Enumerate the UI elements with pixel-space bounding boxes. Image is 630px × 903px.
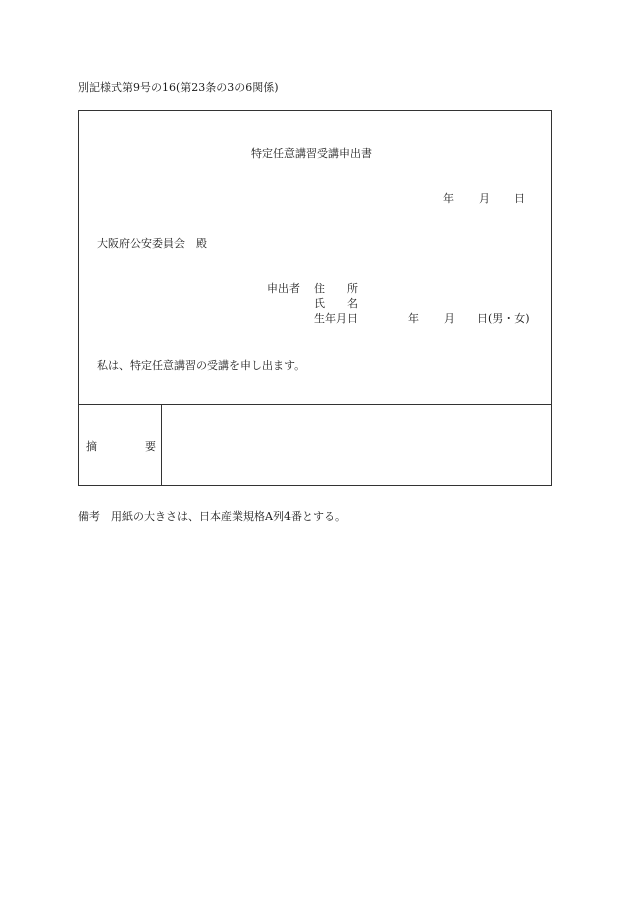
date-day: 日 (514, 192, 525, 205)
birth-year: 年 (408, 312, 419, 325)
form-number: 別記様式第9号の16(第23条の3の6関係) (78, 81, 279, 94)
remarks-divider (79, 404, 551, 405)
applicant-label: 申出者 (267, 282, 300, 295)
name-label: 氏 名 (314, 297, 358, 310)
footer-note: 備考 用紙の大きさは、日本産業規格A列4番とする。 (78, 510, 346, 523)
form-title: 特定任意講習受講申出書 (251, 147, 372, 160)
remarks-label-1: 摘 (86, 440, 97, 453)
application-form (78, 110, 552, 486)
birthdate-label: 生年月日 (314, 312, 358, 325)
remarks-column-divider (161, 404, 162, 485)
remarks-label-2: 要 (145, 440, 156, 453)
statement: 私は、特定任意講習の受講を申し出ます。 (97, 359, 306, 372)
date-month: 月 (479, 192, 490, 205)
birth-day-gender: 日(男・女) (477, 312, 530, 325)
date-year: 年 (443, 192, 454, 205)
birth-month: 月 (444, 312, 455, 325)
address-label: 住 所 (314, 282, 358, 295)
addressee: 大阪府公安委員会 殿 (97, 237, 207, 250)
